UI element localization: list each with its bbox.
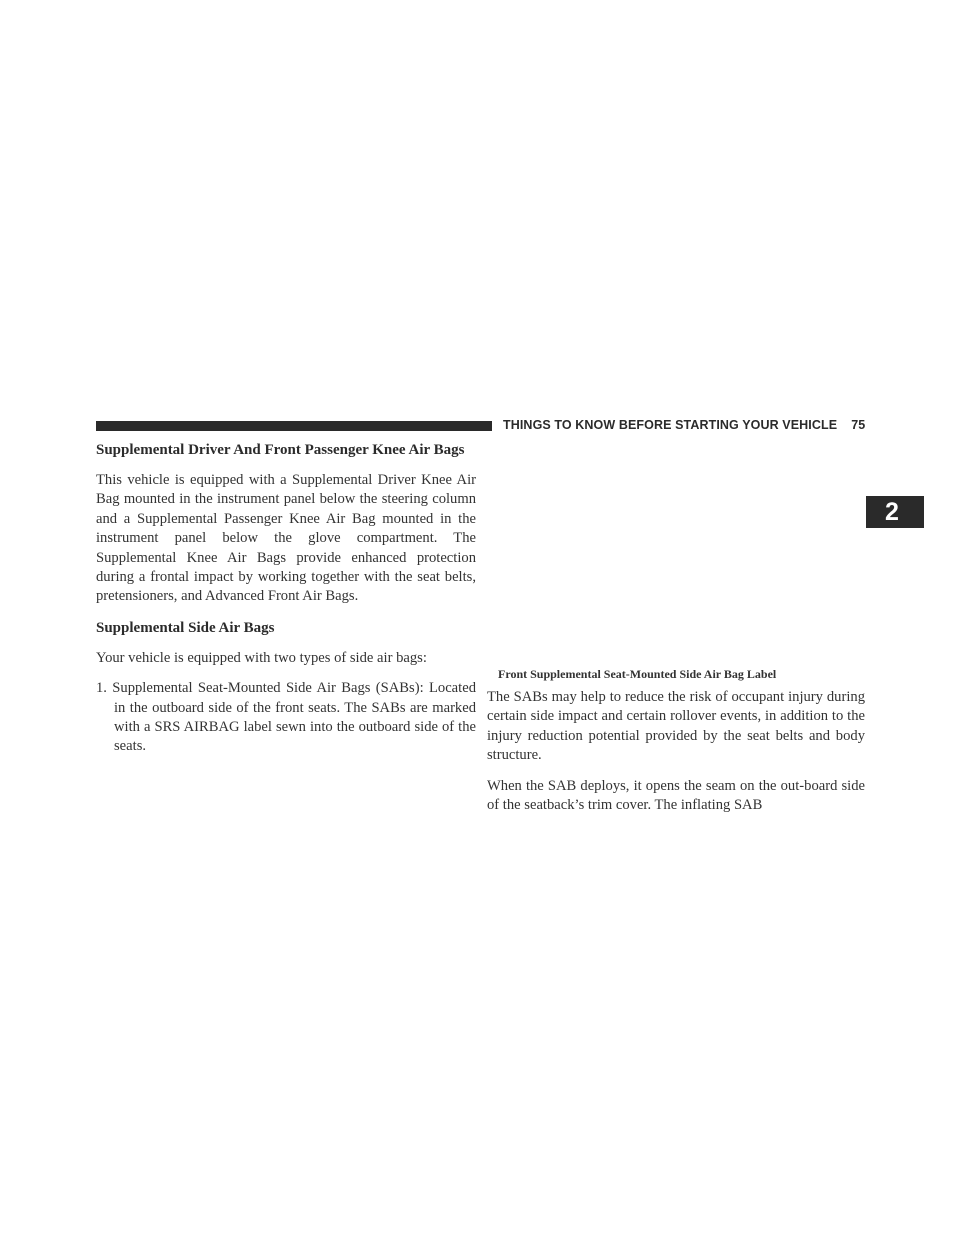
list-item: 1. Supplemental Seat-Mounted Side Air Bags (SABs): Located in the outboard side of the front seats. The SABs are marked with a SRS AIRBAG label sewn into the outboard side of the seats. bbox=[96, 680, 476, 755]
heading-knee-air-bags: Supplemental Driver And Front Passenger Knee Air Bags bbox=[96, 442, 465, 458]
figure-caption: Front Supplemental Seat-Mounted Side Air Bag Label bbox=[498, 667, 777, 681]
right-column bbox=[487, 666, 865, 826]
header-title: THINGS TO KNOW BEFORE STARTING YOUR VEHICLE bbox=[503, 418, 838, 432]
running-header bbox=[503, 418, 865, 432]
heading-side-air-bags: Supplemental Side Air Bags bbox=[96, 619, 275, 636]
paragraph-sab-risk: The SABs may help to reduce the risk of occupant injury during certain side impact and certain rollover events, in addition to the injury reduction potential provided by the seat belts and body structure. bbox=[487, 689, 865, 764]
paragraph-sab-deploy: When the SAB deploys, it opens the seam on the out-board side of the seatback’s trim cover. The inflating SAB bbox=[487, 777, 865, 814]
left-column bbox=[96, 440, 476, 757]
paragraph-knee-air-bags: This vehicle is equipped with a Supplemental Driver Knee Air Bag mounted in the instrument panel below the steering column and a Supplemental Passenger Knee Air Bag mounted in the instrument panel below the glove compartment. The Supplemental Knee Air Bags provide enhanced protection during a frontal impact by working together with the seat belts, pretensioners, and Advanced Front Air Bags. bbox=[96, 472, 476, 605]
header-rule bbox=[96, 421, 492, 431]
paragraph-side-air-bags: Your vehicle is equipped with two types of side air bags: bbox=[96, 649, 427, 666]
chapter-tab: 2 bbox=[866, 496, 924, 528]
page-number: 75 bbox=[851, 418, 866, 432]
